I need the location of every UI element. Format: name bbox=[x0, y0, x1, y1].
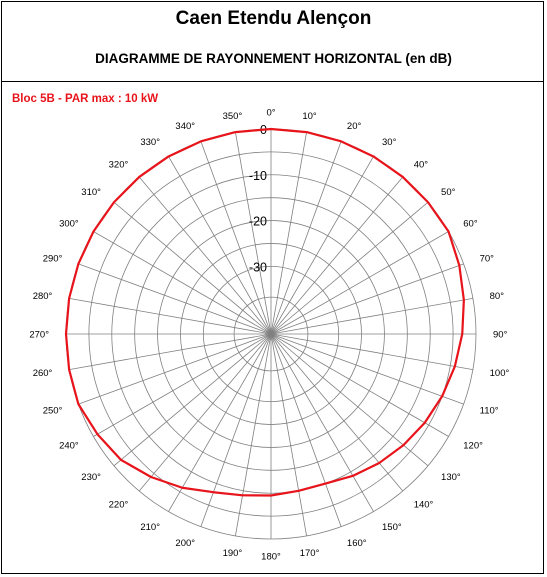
angle-label: 10° bbox=[302, 110, 317, 122]
angle-label: 30° bbox=[382, 137, 397, 149]
polar-grid bbox=[66, 129, 476, 539]
chart-title: Caen Etendu Alençon bbox=[175, 8, 372, 29]
series-group bbox=[66, 129, 464, 496]
angle-label: 220° bbox=[108, 499, 129, 511]
angle-label: 130° bbox=[441, 472, 461, 484]
angle-label: 50° bbox=[441, 186, 456, 198]
angle-label: 260° bbox=[32, 368, 53, 380]
angle-label: 300° bbox=[59, 218, 79, 230]
angle-label: 320° bbox=[108, 159, 129, 171]
angle-label: 80° bbox=[489, 290, 505, 302]
radial-tick-label: -10 bbox=[248, 168, 267, 183]
angle-label: 290° bbox=[42, 253, 63, 265]
angle-label: 350° bbox=[222, 110, 243, 122]
angle-label: 70° bbox=[479, 253, 494, 265]
angle-label: 90° bbox=[493, 329, 508, 341]
angle-label: 110° bbox=[479, 405, 499, 417]
angle-label: 330° bbox=[140, 137, 160, 149]
angle-label: 150° bbox=[382, 521, 402, 533]
angle-label: 240° bbox=[59, 440, 79, 452]
radial-tick-label: 0 bbox=[260, 123, 267, 137]
angle-label: 190° bbox=[222, 548, 243, 560]
angle-label: 250° bbox=[42, 405, 63, 417]
angle-label: 310° bbox=[81, 186, 101, 198]
angle-label: 270° bbox=[29, 329, 49, 341]
angle-label: 280° bbox=[32, 290, 53, 302]
angle-label: 60° bbox=[463, 218, 478, 230]
angle-label: 200° bbox=[175, 538, 196, 550]
angle-label: 120° bbox=[463, 440, 483, 452]
radial-tick-label: -30 bbox=[248, 260, 267, 275]
angle-label: 340° bbox=[175, 120, 196, 132]
angle-label: 0° bbox=[266, 107, 276, 119]
angle-label: 180° bbox=[261, 551, 281, 563]
angle-label: 20° bbox=[346, 120, 362, 132]
chart-subtitle: DIAGRAMME DE RAYONNEMENT HORIZONTAL (en dB) bbox=[95, 51, 452, 66]
angle-label: 230° bbox=[81, 472, 101, 484]
angle-label: 210° bbox=[140, 521, 160, 533]
radial-tick-label: -20 bbox=[248, 214, 267, 229]
angle-label: 170° bbox=[299, 548, 320, 560]
angle-label: 100° bbox=[489, 368, 510, 380]
angle-label: 140° bbox=[413, 499, 434, 511]
series-line bbox=[66, 129, 464, 496]
angle-label: 40° bbox=[413, 159, 429, 171]
series-label: Bloc 5B - PAR max : 10 kW bbox=[12, 93, 159, 105]
angle-label: 160° bbox=[346, 538, 367, 550]
